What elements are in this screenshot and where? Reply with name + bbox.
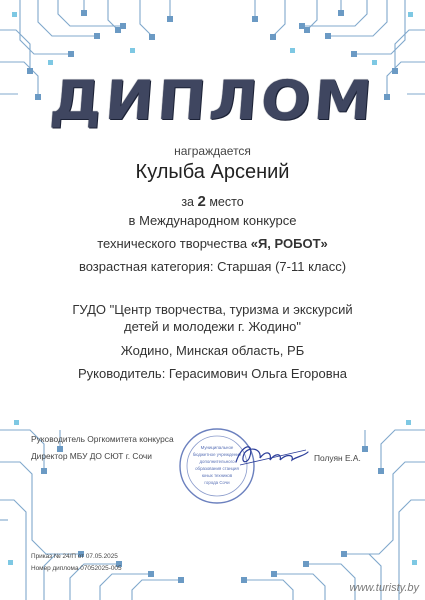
awarded-label: награждается <box>174 144 251 158</box>
stamp-line-1: Муниципальное <box>200 445 234 450</box>
director-name: Полуян Е.А. <box>314 453 361 463</box>
location: Жодино, Минская область, РБ <box>120 343 305 358</box>
stamp-line-2: бюджетное учреждение <box>192 452 242 457</box>
stamp-line-3: дополнительного <box>199 459 235 464</box>
contest-line-1: в Международном конкурсе <box>128 213 297 228</box>
contest-name: «Я, РОБОТ» <box>250 236 328 251</box>
place-line <box>0 193 425 210</box>
place-prefix: за <box>181 195 195 209</box>
stamp-line-4: образования станция <box>195 466 239 471</box>
contest-type: технического творчества <box>97 236 248 251</box>
stamp-line-5: юных техников <box>201 473 233 478</box>
diploma-number: Номер диплома 07052025-005 <box>31 565 122 572</box>
contest-line-2 <box>0 236 425 251</box>
stamp-line-6: города Сочи <box>204 480 230 485</box>
recipient-name: Кулыба Арсений <box>135 161 290 183</box>
age-category: возрастная категория: Старшая (7-11 класс) <box>78 259 347 274</box>
director-label: Директор МБУ ДО СЮТ г. Сочи <box>31 451 152 461</box>
place-suffix: место <box>209 195 244 209</box>
watermark: www.turisty.by <box>349 582 419 594</box>
supervisor: Руководитель: Герасимович Ольга Егоровна <box>77 366 348 381</box>
diploma-title: ДИПЛОМ <box>47 69 378 132</box>
committee-head-label: Руководитель Оргкомитета конкурса <box>31 434 174 444</box>
place-number: 2 <box>197 193 206 210</box>
order-number: Приказ № 24/П от 07.05.2025 <box>31 553 118 560</box>
director-signature <box>232 438 312 472</box>
organization-line-2: детей и молодежи г. Жодино" <box>123 319 302 334</box>
organization-line-1: ГУДО "Центр творчества, туризма и экскурсий <box>72 302 353 317</box>
